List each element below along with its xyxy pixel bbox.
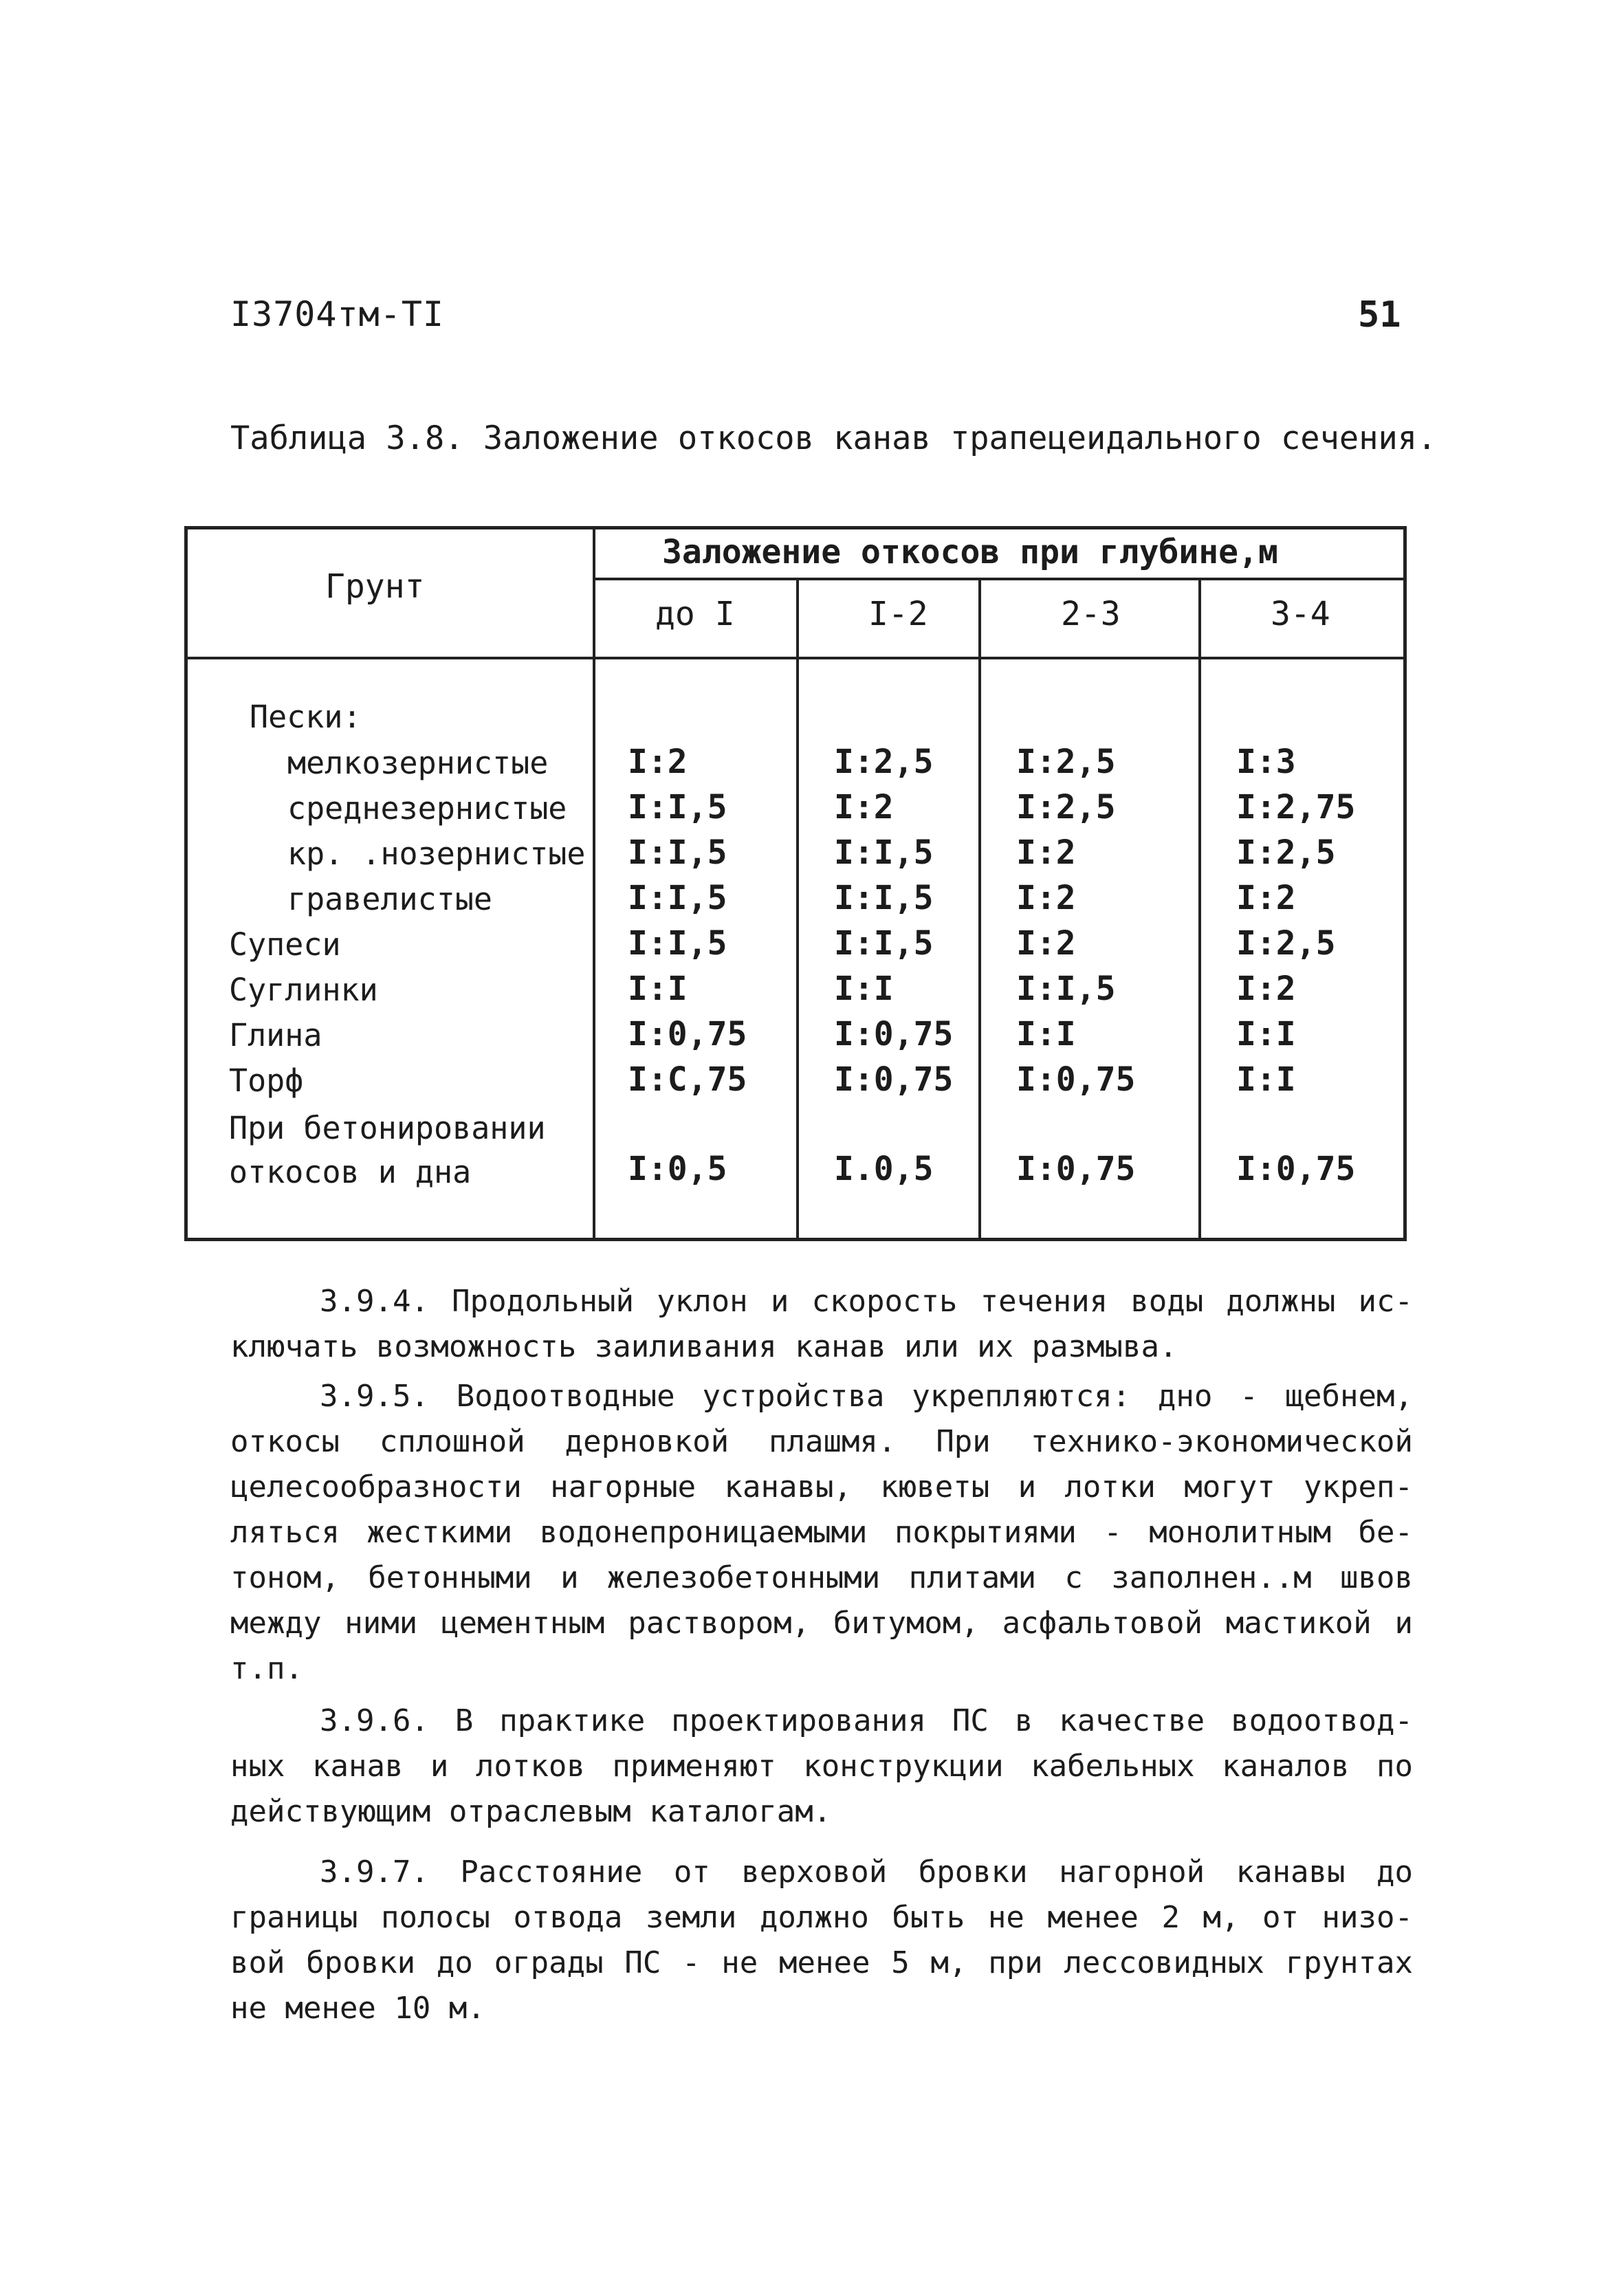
slope-value: I:2 (834, 788, 894, 827)
soil-group-label: Пески: (250, 699, 362, 735)
soil-name: При бетонировании (229, 1110, 546, 1146)
slope-value: I:2 (1236, 970, 1296, 1008)
table-divider (593, 529, 595, 1238)
paragraph-3-9-6 (230, 1698, 1413, 1835)
paragraph-line: тоном, бетонными и железобетонными плитами с заполнен..м швов (230, 1560, 1413, 1595)
slope-value: I:0,75 (1016, 1060, 1136, 1099)
paragraph-line: откосы сплошной дерновкой плашмя. При технико-экономической (230, 1424, 1413, 1459)
soil-name: мелкозернистые (287, 745, 549, 781)
paragraph-line: не менее 10 м. (230, 1991, 485, 2026)
paragraph-line: ключать возможность заиливания канав или их размыва. (230, 1329, 1178, 1364)
slope-value: I:I (1236, 1060, 1296, 1099)
table-caption: Таблица 3.8. Заложение откосов канав трапецеидального сечения. (230, 419, 1437, 457)
slope-value: I:2 (1016, 833, 1076, 872)
slope-value: I:2 (1016, 879, 1076, 917)
column-header-soil: Грунт (325, 567, 425, 606)
paragraph-line: ляться жесткими водонепроницаемыми покрытиями - монолитным бе- (230, 1515, 1413, 1550)
paragraph-line: ных канав и лотков применяют конструкции кабельных каналов по (230, 1749, 1413, 1784)
slope-value: I:2,5 (1016, 788, 1116, 827)
slope-value: I:I,5 (834, 879, 934, 917)
table-divider (978, 578, 981, 1238)
column-header-depth: до I (655, 595, 735, 633)
slope-value: I:I,5 (628, 788, 727, 827)
table-divider (1198, 578, 1201, 1238)
paragraph-line: границы полосы отвода земли должно быть не менее 2 м, от низо- (230, 1900, 1413, 1935)
paragraph-line: целесообразности нагорные канавы, кюветы и лотки могут укреп- (230, 1469, 1413, 1505)
paragraph-line: 3.9.5. Водоотводные устройства укрепляются: дно - щебнем, (320, 1379, 1413, 1414)
slope-value: I:I,5 (628, 879, 727, 917)
table-divider (796, 578, 799, 1238)
soil-name: Торф (229, 1062, 304, 1099)
page-number: 51 (1358, 294, 1401, 336)
slope-value: I:I (834, 970, 894, 1008)
slope-value: I:0,75 (1236, 1150, 1356, 1188)
group-header-depth: Заложение откосов при глубине,м (662, 533, 1278, 571)
slope-value: I:I,5 (628, 833, 727, 872)
soil-name: Суглинки (229, 972, 378, 1008)
slope-value: I:I (1236, 1015, 1296, 1053)
soil-name: среднезернистые (287, 790, 567, 827)
slope-value: I:C,75 (628, 1060, 747, 1099)
soil-name: Супеси (229, 926, 341, 963)
paragraph-3-9-4 (230, 1279, 1413, 1370)
slope-value: I:I (628, 970, 688, 1008)
slope-value: I:2,5 (1236, 833, 1336, 872)
slope-value: I:I,5 (834, 833, 934, 872)
column-header-depth: I-2 (868, 595, 928, 633)
paragraph-3-9-7 (230, 1850, 1413, 2031)
slope-value: I:2,5 (1016, 743, 1116, 781)
slope-table (184, 526, 1407, 1241)
slope-value: I:2 (628, 743, 688, 781)
slope-value: I:0,75 (834, 1015, 954, 1053)
column-header-depth: 3-4 (1271, 595, 1330, 633)
soil-name: откосов и дна (229, 1154, 472, 1190)
soil-name: Глина (229, 1017, 322, 1053)
slope-value: I:0,5 (628, 1150, 727, 1188)
slope-value: I:2,75 (1236, 788, 1356, 827)
paragraph-line: 3.9.6. В практике проектирования ПС в качестве водоотвод- (320, 1703, 1413, 1738)
paragraph-3-9-5 (230, 1374, 1413, 1692)
slope-value: I:2,5 (834, 743, 934, 781)
slope-value: I:I,5 (628, 924, 727, 963)
slope-value: I.0,5 (834, 1150, 934, 1188)
document-code: I3704тм-TI (230, 294, 445, 334)
soil-name: кр. .нозернистые (287, 835, 586, 872)
paragraph-line: 3.9.4. Продольный уклон и скорость течения воды должны ис- (320, 1284, 1413, 1319)
slope-value: I:0,75 (834, 1060, 954, 1099)
paragraph-line: 3.9.7. Расстояние от верховой бровки нагорной канавы до (320, 1855, 1413, 1890)
paragraph-line: т.п. (230, 1651, 303, 1686)
table-divider (593, 578, 1403, 580)
slope-value: I:I,5 (834, 924, 934, 963)
slope-value: I:2 (1236, 879, 1296, 917)
slope-value: I:I (1016, 1015, 1076, 1053)
paragraph-line: между ними цементным раствором, битумом, асфальтовой мастикой и (230, 1606, 1413, 1641)
slope-value: I:2 (1016, 924, 1076, 963)
paragraph-line: действующим отраслевым каталогам. (230, 1794, 832, 1829)
slope-value: I:0,75 (628, 1015, 747, 1053)
slope-value: I:0,75 (1016, 1150, 1136, 1188)
slope-value: I:3 (1236, 743, 1296, 781)
paragraph-line: вой бровки до ограды ПС - не менее 5 м, при лессовидных грунтах (230, 1945, 1413, 1980)
column-header-depth: 2-3 (1061, 595, 1121, 633)
soil-name: гравелистые (287, 881, 493, 917)
table-divider (188, 657, 1403, 659)
slope-value: I:I,5 (1016, 970, 1116, 1008)
slope-value: I:2,5 (1236, 924, 1336, 963)
